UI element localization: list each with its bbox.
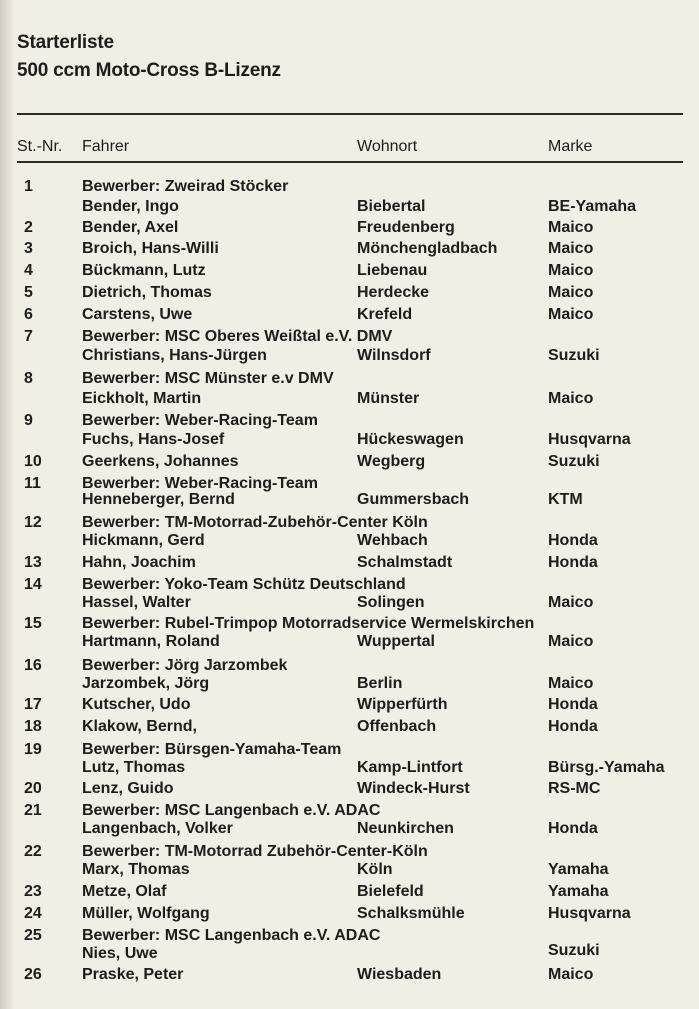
- entry-fahrer: Bender, Ingo: [82, 198, 179, 215]
- entry-wohnort: Gummersbach: [357, 491, 470, 508]
- entry-fahrer: Bender, Axel: [82, 219, 179, 236]
- entry-wohnort: Offenbach: [357, 718, 437, 735]
- entry-wohnort: Herdecke: [357, 284, 430, 301]
- entry-wohnort: Kamp-Lintfort: [357, 759, 463, 776]
- entry-wohnort: Wuppertal: [357, 633, 435, 650]
- entry-fahrer: Hassel, Walter: [82, 594, 191, 611]
- entry-number: 16: [24, 657, 42, 674]
- entry-number: 8: [24, 370, 33, 387]
- entry-marke: KTM: [548, 491, 583, 508]
- entry-number: 4: [24, 262, 33, 279]
- entry-marke: Maico: [548, 966, 594, 983]
- entry-marke: Husqvarna: [548, 431, 631, 448]
- header-divider: [17, 161, 683, 163]
- entry-wohnort: Schalksmühle: [357, 905, 465, 922]
- entry-number: 10: [24, 453, 42, 470]
- entry-fahrer: Marx, Thomas: [82, 861, 190, 878]
- entry-fahrer: Fuchs, Hans-Josef: [82, 431, 225, 448]
- entry-marke: Honda: [548, 554, 598, 571]
- entry-wohnort: Wilnsdorf: [357, 347, 431, 364]
- entry-number: 2: [24, 219, 33, 236]
- entry-marke: Maico: [548, 390, 594, 407]
- entry-fahrer: Langenbach, Volker: [82, 820, 233, 837]
- entry-fahrer: Henneberger, Bernd: [82, 491, 235, 508]
- entry-wohnort: Biebertal: [357, 198, 426, 215]
- entry-wohnort: Liebenau: [357, 262, 428, 279]
- entry-number: 21: [24, 802, 42, 819]
- entry-number: 14: [24, 576, 42, 593]
- entry-number: 24: [24, 905, 42, 922]
- entry-marke: Yamaha: [548, 883, 609, 900]
- entry-bewerber: Bewerber: Weber-Racing-Team: [82, 475, 318, 492]
- entry-wohnort: Münster: [357, 390, 420, 407]
- entry-fahrer: Hickmann, Gerd: [82, 532, 205, 549]
- entry-number: 6: [24, 306, 33, 323]
- entry-fahrer: Geerkens, Johannes: [82, 453, 239, 470]
- entry-marke: Maico: [548, 306, 594, 323]
- entry-marke: Honda: [548, 718, 598, 735]
- entry-wohnort: Köln: [357, 861, 393, 878]
- entry-marke: Maico: [548, 262, 594, 279]
- entry-bewerber: Bewerber: Bürsgen-Yamaha-Team: [82, 741, 342, 758]
- entry-marke: Maico: [548, 675, 594, 692]
- entry-wohnort: Bielefeld: [357, 883, 424, 900]
- entry-number: 3: [24, 240, 33, 257]
- entry-bewerber: Bewerber: TM-Motorrad Zubehör-Center-Köln: [82, 843, 428, 860]
- entry-number: 23: [24, 883, 42, 900]
- entry-fahrer: Eickholt, Martin: [82, 390, 202, 407]
- entry-bewerber: Bewerber: Weber-Racing-Team: [82, 412, 318, 429]
- entry-marke: Maico: [548, 284, 594, 301]
- entry-number: 9: [24, 412, 33, 429]
- entry-marke: Yamaha: [548, 861, 609, 878]
- entry-number: 18: [24, 718, 42, 735]
- entry-fahrer: Praske, Peter: [82, 966, 184, 983]
- entry-fahrer: Carstens, Uwe: [82, 306, 193, 323]
- entry-fahrer: Lutz, Thomas: [82, 759, 186, 776]
- entry-marke: Maico: [548, 594, 594, 611]
- entry-number: 13: [24, 554, 42, 571]
- entry-wohnort: Schalmstadt: [357, 554, 453, 571]
- entry-fahrer: Dietrich, Thomas: [82, 284, 212, 301]
- entry-fahrer: Metze, Olaf: [82, 883, 167, 900]
- entry-marke: Husqvarna: [548, 905, 631, 922]
- entry-fahrer: Jarzombek, Jörg: [82, 675, 210, 692]
- entry-bewerber: Bewerber: MSC Langenbach e.V. ADAC: [82, 927, 381, 944]
- entry-wohnort: Wegberg: [357, 453, 426, 470]
- entry-marke: RS-MC: [548, 780, 601, 797]
- entry-bewerber: Bewerber: TM-Motorrad-Zubehör-Center Köln: [82, 514, 428, 531]
- entry-wohnort: Windeck-Hurst: [357, 780, 470, 797]
- column-header-nr: St.-Nr.: [17, 138, 63, 155]
- entry-bewerber: Bewerber: Zweirad Stöcker: [82, 178, 289, 195]
- entry-marke: Maico: [548, 240, 594, 257]
- entry-wohnort: Krefeld: [357, 306, 413, 323]
- entry-number: 19: [24, 741, 42, 758]
- column-header-fahrer: Fahrer: [82, 138, 130, 155]
- entry-number: 5: [24, 284, 33, 301]
- entry-wohnort: Wipperfürth: [357, 696, 448, 713]
- entry-number: 11: [24, 475, 41, 492]
- entry-number: 20: [24, 780, 42, 797]
- column-header-wohnort: Wohnort: [357, 138, 418, 155]
- entry-wohnort: Wehbach: [357, 532, 428, 549]
- entry-bewerber: Bewerber: MSC Langenbach e.V. ADAC: [82, 802, 381, 819]
- entry-wohnort: Berlin: [357, 675, 403, 692]
- entry-number: 15: [24, 615, 42, 632]
- entry-number: 12: [24, 514, 42, 531]
- entry-fahrer: Broich, Hans-Willi: [82, 240, 219, 257]
- entry-number: 17: [24, 696, 42, 713]
- entry-wohnort: Wiesbaden: [357, 966, 442, 983]
- entry-number: 1: [24, 178, 33, 195]
- entry-marke: Suzuki: [548, 942, 600, 959]
- entry-marke: Bürsg.-Yamaha: [548, 759, 665, 776]
- entry-fahrer: Hartmann, Roland: [82, 633, 220, 650]
- entry-fahrer: Kutscher, Udo: [82, 696, 191, 713]
- column-header-marke: Marke: [548, 138, 593, 155]
- entry-bewerber: Bewerber: Rubel-Trimpop Motorradservice Wermelskirchen: [82, 615, 535, 632]
- entry-marke: Honda: [548, 820, 598, 837]
- entry-number: 22: [24, 843, 42, 860]
- entry-fahrer: Müller, Wolfgang: [82, 905, 210, 922]
- entry-fahrer: Lenz, Guido: [82, 780, 174, 797]
- entry-fahrer: Nies, Uwe: [82, 945, 158, 962]
- entry-marke: Maico: [548, 219, 594, 236]
- entry-marke: Honda: [548, 696, 598, 713]
- entry-marke: Maico: [548, 633, 594, 650]
- entry-number: 7: [24, 328, 33, 345]
- page-subtitle: 500 ccm Moto-Cross B-Lizenz: [17, 60, 281, 81]
- page-binding-shadow: [0, 0, 14, 1009]
- entry-wohnort: Solingen: [357, 594, 425, 611]
- entry-fahrer: Klakow, Bernd,: [82, 718, 197, 735]
- page-title: Starterliste: [17, 32, 114, 53]
- entry-number: 25: [24, 927, 42, 944]
- entry-bewerber: Bewerber: Yoko-Team Schütz Deutschland: [82, 576, 406, 593]
- entry-fahrer: Hahn, Joachim: [82, 554, 196, 571]
- entry-marke: Suzuki: [548, 453, 600, 470]
- entry-number: 26: [24, 966, 42, 983]
- entry-bewerber: Bewerber: MSC Münster e.v DMV: [82, 370, 334, 387]
- entry-marke: BE-Yamaha: [548, 198, 637, 215]
- entry-bewerber: Bewerber: Jörg Jarzombek: [82, 657, 288, 674]
- entry-fahrer: Christians, Hans-Jürgen: [82, 347, 267, 364]
- title-divider: [17, 113, 683, 115]
- entry-wohnort: Hückeswagen: [357, 431, 464, 448]
- entry-marke: Suzuki: [548, 347, 600, 364]
- entry-wohnort: Neunkirchen: [357, 820, 454, 837]
- entry-marke: Honda: [548, 532, 598, 549]
- entry-wohnort: Freudenberg: [357, 219, 455, 236]
- entry-bewerber: Bewerber: MSC Oberes Weißtal e.V. DMV: [82, 328, 393, 345]
- entry-wohnort: Mönchengladbach: [357, 240, 498, 257]
- entry-fahrer: Bückmann, Lutz: [82, 262, 206, 279]
